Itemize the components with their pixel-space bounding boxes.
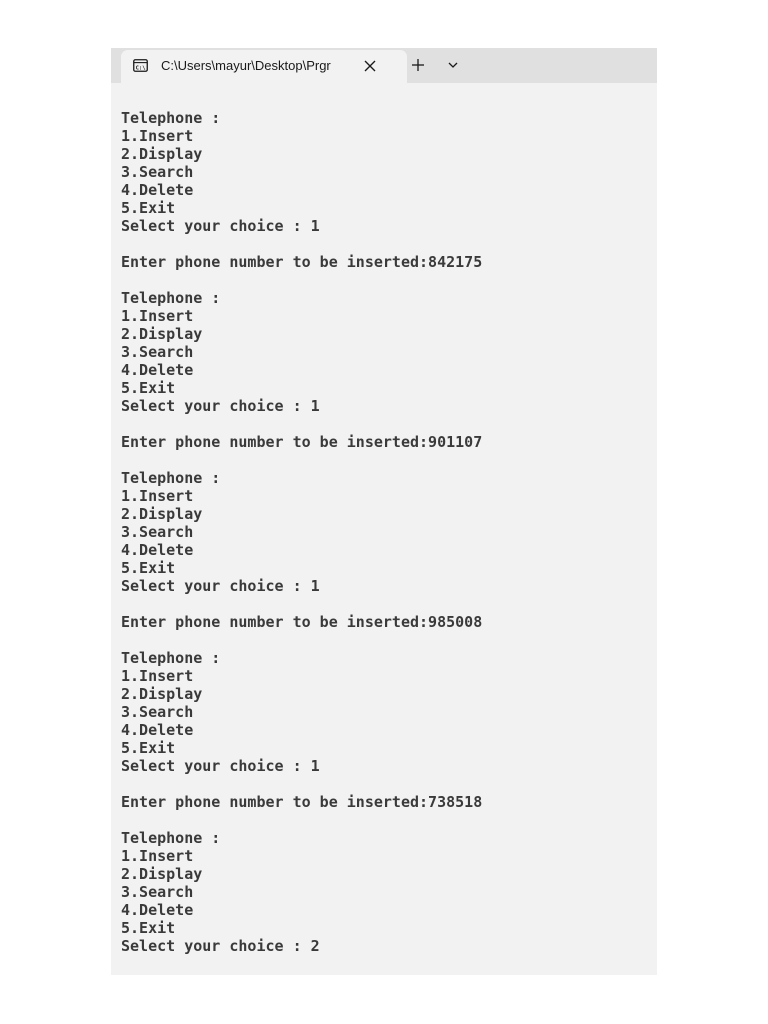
console-line: 2.Display — [121, 325, 203, 343]
console-line: 4.Delete — [121, 901, 194, 919]
console-line: 3.Search — [121, 703, 194, 721]
console-line: 2.Display — [121, 865, 203, 883]
terminal-icon — [133, 59, 148, 72]
console-line: Telephone : — [121, 289, 221, 307]
console-line: 2.Display — [121, 145, 203, 163]
console-blank-line — [121, 451, 482, 469]
console-line: Select your choice : 1 — [121, 577, 320, 595]
tab-bar — [111, 48, 657, 83]
console-line: Enter phone number to be inserted:985008 — [121, 613, 483, 631]
console-line: 3.Search — [121, 343, 194, 361]
console-line: 3.Search — [121, 523, 194, 541]
console-line: Enter phone number to be inserted:842175 — [121, 253, 483, 271]
plus-icon[interactable] — [410, 57, 426, 73]
console-line: 1.Insert — [121, 487, 194, 505]
console-line: 4.Delete — [121, 181, 194, 199]
console-line: 2.Display — [121, 505, 203, 523]
terminal-window — [111, 48, 657, 975]
console-line: Select your choice : 1 — [121, 397, 320, 415]
console-line: Telephone : — [121, 109, 221, 127]
console-blank-line — [121, 775, 482, 793]
console-line: 1.Insert — [121, 127, 194, 145]
terminal-tab[interactable] — [121, 50, 407, 83]
console-line: 5.Exit — [121, 379, 176, 397]
chevron-down-icon[interactable] — [447, 60, 459, 70]
console-line: 4.Delete — [121, 361, 194, 379]
console-line: 5.Exit — [121, 919, 176, 937]
console-line: 5.Exit — [121, 559, 176, 577]
console-line: Select your choice : 1 — [121, 757, 320, 775]
console-line: 4.Delete — [121, 721, 194, 739]
tab-title: C:\Users\mayur\Desktop\Prgr — [161, 58, 331, 73]
close-icon[interactable] — [363, 59, 377, 73]
console-output — [121, 109, 482, 955]
console-line: Telephone : — [121, 829, 221, 847]
console-line: 4.Delete — [121, 541, 194, 559]
console-line: 3.Search — [121, 883, 194, 901]
console-line: Select your choice : 2 — [121, 937, 320, 955]
console-blank-line — [121, 235, 482, 253]
console-blank-line — [121, 415, 482, 433]
console-line: Select your choice : 1 — [121, 217, 320, 235]
console-line: 1.Insert — [121, 847, 194, 865]
console-line: Enter phone number to be inserted:901107 — [121, 433, 483, 451]
console-line: Enter phone number to be inserted:738518 — [121, 793, 483, 811]
console-line: 1.Insert — [121, 667, 194, 685]
console-line: 2.Display — [121, 685, 203, 703]
console-line: Telephone : — [121, 469, 221, 487]
console-line: 3.Search — [121, 163, 194, 181]
console-line: 5.Exit — [121, 739, 176, 757]
console-line: 5.Exit — [121, 199, 176, 217]
console-line: 1.Insert — [121, 307, 194, 325]
console-line: Telephone : — [121, 649, 221, 667]
console-blank-line — [121, 811, 482, 829]
console-blank-line — [121, 271, 482, 289]
svg-text:C:\: C:\ — [135, 65, 146, 72]
console-blank-line — [121, 631, 482, 649]
console-blank-line — [121, 595, 482, 613]
